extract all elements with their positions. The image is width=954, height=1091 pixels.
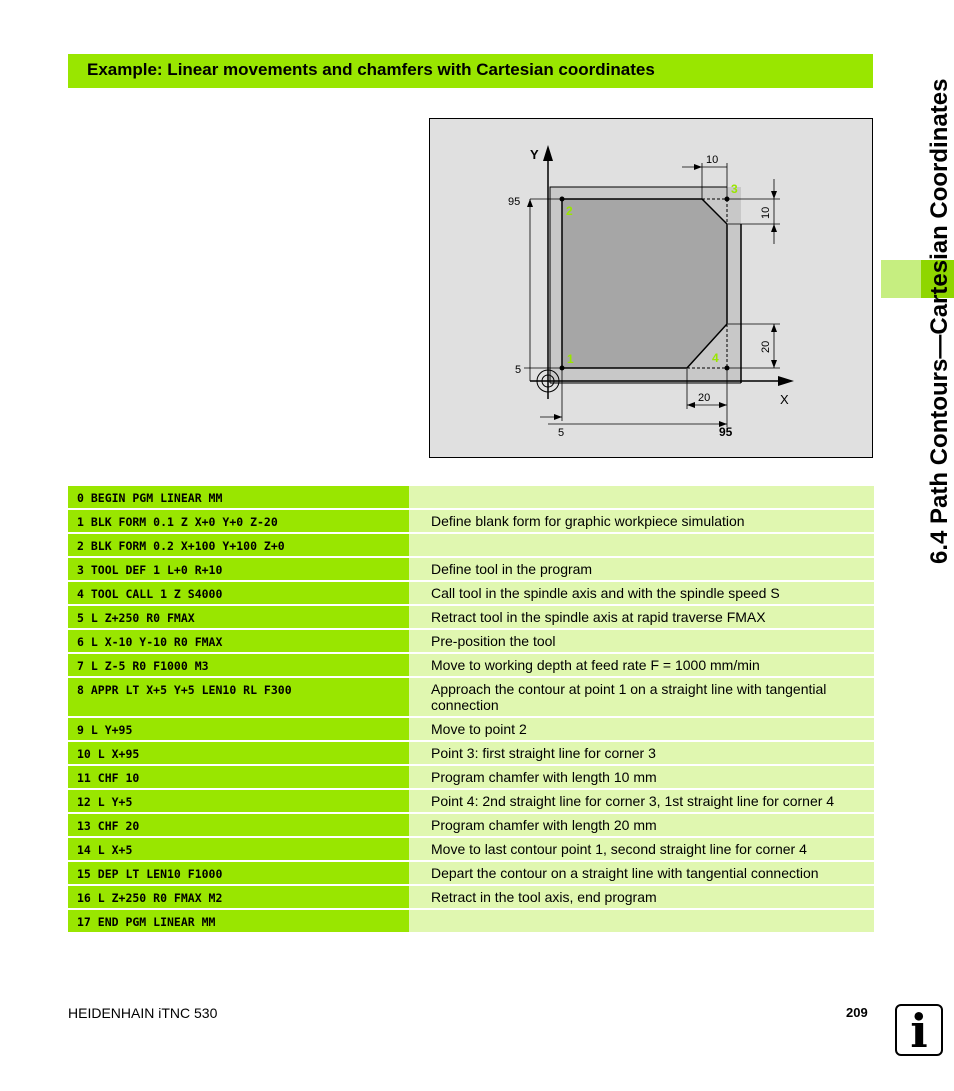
section-title: Example: Linear movements and chamfers with Cartesian coordinates [68,54,873,88]
nc-block: 11 CHF 10 [68,766,409,788]
nc-block-description: Program chamfer with length 10 mm [409,766,874,788]
x-axis-arrow [778,376,794,386]
dim-right20-text: 20 [760,340,772,353]
nc-block-description: Move to last contour point 1, second straight line for corner 4 [409,838,874,860]
nc-block: 8 APPR LT X+5 Y+5 LEN10 RL F300 [68,678,409,716]
table-row [68,678,874,716]
table-row [68,862,874,884]
table-row [68,510,874,532]
nc-block: 17 END PGM LINEAR MM [68,910,409,932]
table-row [68,814,874,836]
nc-block: 1 BLK FORM 0.1 Z X+0 Y+0 Z-20 [68,510,409,532]
nc-block: 3 TOOL DEF 1 L+0 R+10 [68,558,409,580]
table-row [68,534,874,556]
table-row [68,654,874,676]
point-2-label: 2 [566,204,573,218]
nc-block: 4 TOOL CALL 1 Z S4000 [68,582,409,604]
nc-block-description: Point 3: first straight line for corner 3 [409,742,874,764]
table-row [68,558,874,580]
info-icon: i [895,1004,943,1056]
y-axis-label: Y [530,147,539,162]
dim-right10-arrow-b [771,224,777,232]
page-number: 209 [846,1005,868,1020]
nc-block-description [409,910,874,932]
nc-block: 6 L X-10 Y-10 R0 FMAX [68,630,409,652]
point-2-marker [560,197,565,202]
y-axis-arrow [543,145,553,161]
dim-95x-text: 95 [719,425,733,439]
dim-right20-arrow-b [771,360,777,368]
nc-block-description: Pre-position the tool [409,630,874,652]
table-row [68,718,874,740]
chapter-side-title-text: 6.4 Path Contours—Cartesian Coordinates [926,78,953,564]
nc-block-description: Define tool in the program [409,558,874,580]
nc-block-description: Call tool in the spindle axis and with the spindle speed S [409,582,874,604]
footer-product: HEIDENHAIN iTNC 530 [68,1005,218,1021]
point-1-label: 1 [567,352,574,366]
nc-block-description: Program chamfer with length 20 mm [409,814,874,836]
workpiece-contour [562,199,727,368]
dim-top10-arrow [694,164,702,170]
dim-5x-text: 5 [558,427,565,439]
nc-block-description: Move to working depth at feed rate F = 1000 mm/min [409,654,874,676]
dim-bottom20-text: 20 [698,392,711,404]
table-row [68,742,874,764]
table-row [68,486,874,508]
dim-5y-text: 5 [515,364,522,376]
nc-block-description: Depart the contour on a straight line with tangential connection [409,862,874,884]
nc-block-description [409,486,874,508]
nc-block: 13 CHF 20 [68,814,409,836]
table-row [68,606,874,628]
nc-block: 16 L Z+250 R0 FMAX M2 [68,886,409,908]
table-row [68,766,874,788]
dim-bottom20-arrow-r [719,402,727,408]
nc-program-table [68,486,874,934]
dim-right20-arrow-t [771,324,777,332]
contour-figure [429,118,873,458]
nc-block-description: Define blank form for graphic workpiece simulation [409,510,874,532]
point-3-label: 3 [731,182,738,196]
table-row [68,582,874,604]
point-4-label: 4 [712,351,719,365]
nc-block: 9 L Y+95 [68,718,409,740]
table-row [68,630,874,652]
nc-block: 5 L Z+250 R0 FMAX [68,606,409,628]
nc-block: 10 L X+95 [68,742,409,764]
nc-block-description [409,534,874,556]
nc-block-description: Retract in the tool axis, end program [409,886,874,908]
table-row [68,910,874,932]
nc-block-description: Approach the contour at point 1 on a straight line with tangential connection [409,678,874,716]
contour-drawing [430,119,874,459]
nc-block: 14 L X+5 [68,838,409,860]
nc-block: 7 L Z-5 R0 F1000 M3 [68,654,409,676]
nc-block-description: Move to point 2 [409,718,874,740]
x-axis-label: X [780,392,789,407]
dim-95-text: 95 [508,196,521,208]
table-row [68,838,874,860]
table-row [68,886,874,908]
chapter-side-title [886,72,953,572]
dim-bottom20-arrow-l [687,402,695,408]
dim-95-arrow [527,199,533,207]
dim-top10-text: 10 [706,154,719,166]
dim-right10-text: 10 [760,206,772,219]
nc-block-description: Retract tool in the spindle axis at rapid traverse FMAX [409,606,874,628]
dim-right10-arrow-t [771,191,777,199]
nc-block: 2 BLK FORM 0.2 X+100 Y+100 Z+0 [68,534,409,556]
nc-block: 12 L Y+5 [68,790,409,812]
nc-block: 0 BEGIN PGM LINEAR MM [68,486,409,508]
table-row [68,790,874,812]
nc-block-description: Point 4: 2nd straight line for corner 3, 1st straight line for corner 4 [409,790,874,812]
dim-5x-arrow [554,414,562,420]
nc-block: 15 DEP LT LEN10 F1000 [68,862,409,884]
